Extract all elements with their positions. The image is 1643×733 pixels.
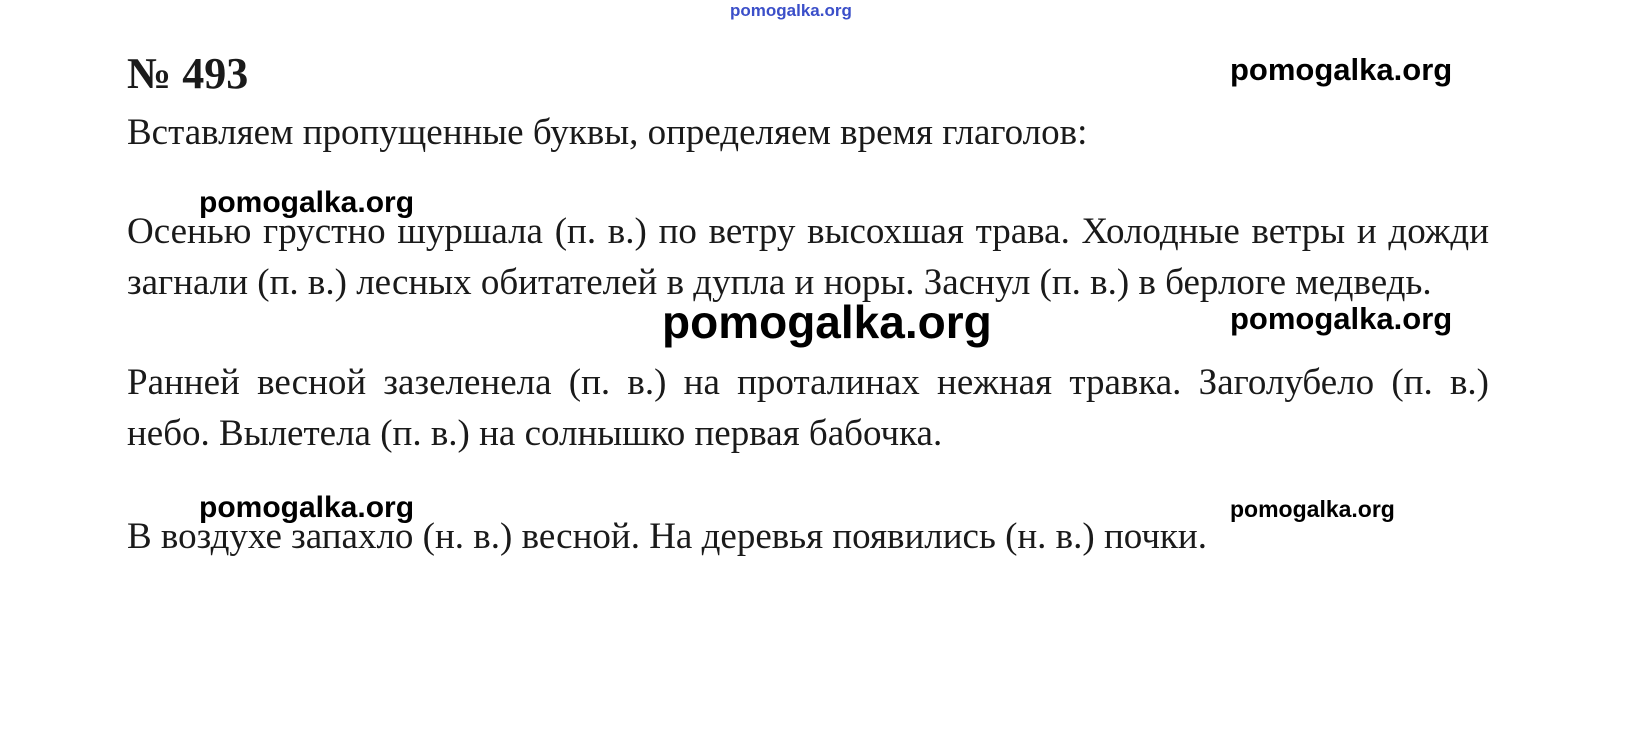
paragraph-autumn: Осенью грустно шуршала (п. в.) по ветру высохшая трава. Холодные ветры и дожди загнали (п. в.) лесных обитателей в дупла и норы. Заснул (п. в.) в берлоге медведь. [127,211,1489,303]
exercise-instruction: Вставляем пропущенные буквы, определяем время глаголов: [127,112,1088,153]
watermark-right-3: pomogalka.org [1230,496,1395,522]
watermark-left-1: pomogalka.org [199,186,415,219]
watermark-right-1: pomogalka.org [1230,52,1453,87]
exercise-number: № 493 [127,49,249,98]
watermark-left-2: pomogalka.org [199,491,415,524]
watermark-right-2: pomogalka.org [1230,301,1453,336]
paragraph-spring: Ранней весной зазеленела (п. в.) на проталинах нежная травка. Заголубело (п. в.) небо. Вылетела (п. в.) на солнышко первая бабочка. [127,362,1489,454]
watermark-top: pomogalka.org [730,1,852,20]
paragraph-present: В воздухе запахло (н. в.) весной. На деревья появились (н. в.) почки. [127,516,1207,557]
watermark-center-big: pomogalka.org [662,296,992,348]
